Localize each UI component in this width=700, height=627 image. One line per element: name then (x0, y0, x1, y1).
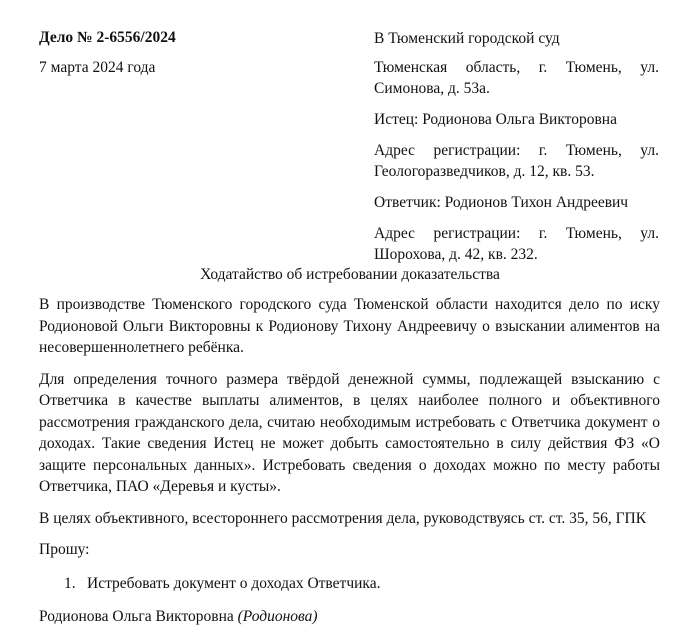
plaintiff-name: Истец: Родионова Ольга Викторовна (374, 111, 617, 128)
body-paragraph-2: Для определения точного размера твёрдой денежной суммы, подлежащей взысканию с Ответчика в качестве выплаты алиментов, в целях наиболее полного и объективного рассмотрения гражданского дела, считаю необходимым истребовать с Ответчика документ о доходах. Такие сведения Истец не может добыть самостоятельно в силу действия ФЗ «О защите персональных данных». Истребовать сведения о доходах можно по месту работы Ответчика, ПАО «Деревья и кусты». (39, 370, 660, 495)
signature: (Родионова) (237, 608, 318, 625)
request-label: Прошу: (39, 541, 90, 558)
list-item-text: Истребовать документ о доходах Ответчика. (87, 575, 381, 592)
court-name: В Тюменский городской суд (374, 30, 560, 47)
court-address: Тюменская область, г. Тюмень, ул. Симонова, д. 53а. (374, 59, 659, 97)
plaintiff-address: Адрес регистрации: г. Тюмень, ул. Геологоразведчиков, д. 12, кв. 53. (374, 142, 659, 180)
signature-line (39, 606, 660, 627)
defendant-name: Ответчик: Родионов Тихон Андреевич (374, 194, 629, 211)
list-item-number: 1. (64, 575, 76, 592)
signatory-name: Родионова Ольга Викторовна (39, 608, 234, 625)
defendant-address: Адрес регистрации: г. Тюмень, ул. Шорохова, д. 42, кв. 232. (374, 225, 659, 263)
document-body (39, 294, 660, 627)
document-title: Ходатайство об истребовании доказательства (200, 266, 500, 283)
body-paragraph-3: В целях объективного, всестороннего рассмотрения дела, руководствуясь ст. ст. 35, 56, ГПК (39, 509, 647, 527)
addressee-block (374, 28, 659, 275)
body-paragraph-1: В производстве Тюменского городского суда Тюменской области находится дело по иску Родионовой Ольги Викторовны к Родионову Тихону Андреевичу о взыскании алиментов на несовершеннолетнего ребёнка. (39, 296, 660, 356)
list-item (39, 573, 660, 594)
document-date: 7 марта 2024 года (39, 59, 156, 76)
case-number: Дело № 2-6556/2024 (39, 29, 176, 46)
